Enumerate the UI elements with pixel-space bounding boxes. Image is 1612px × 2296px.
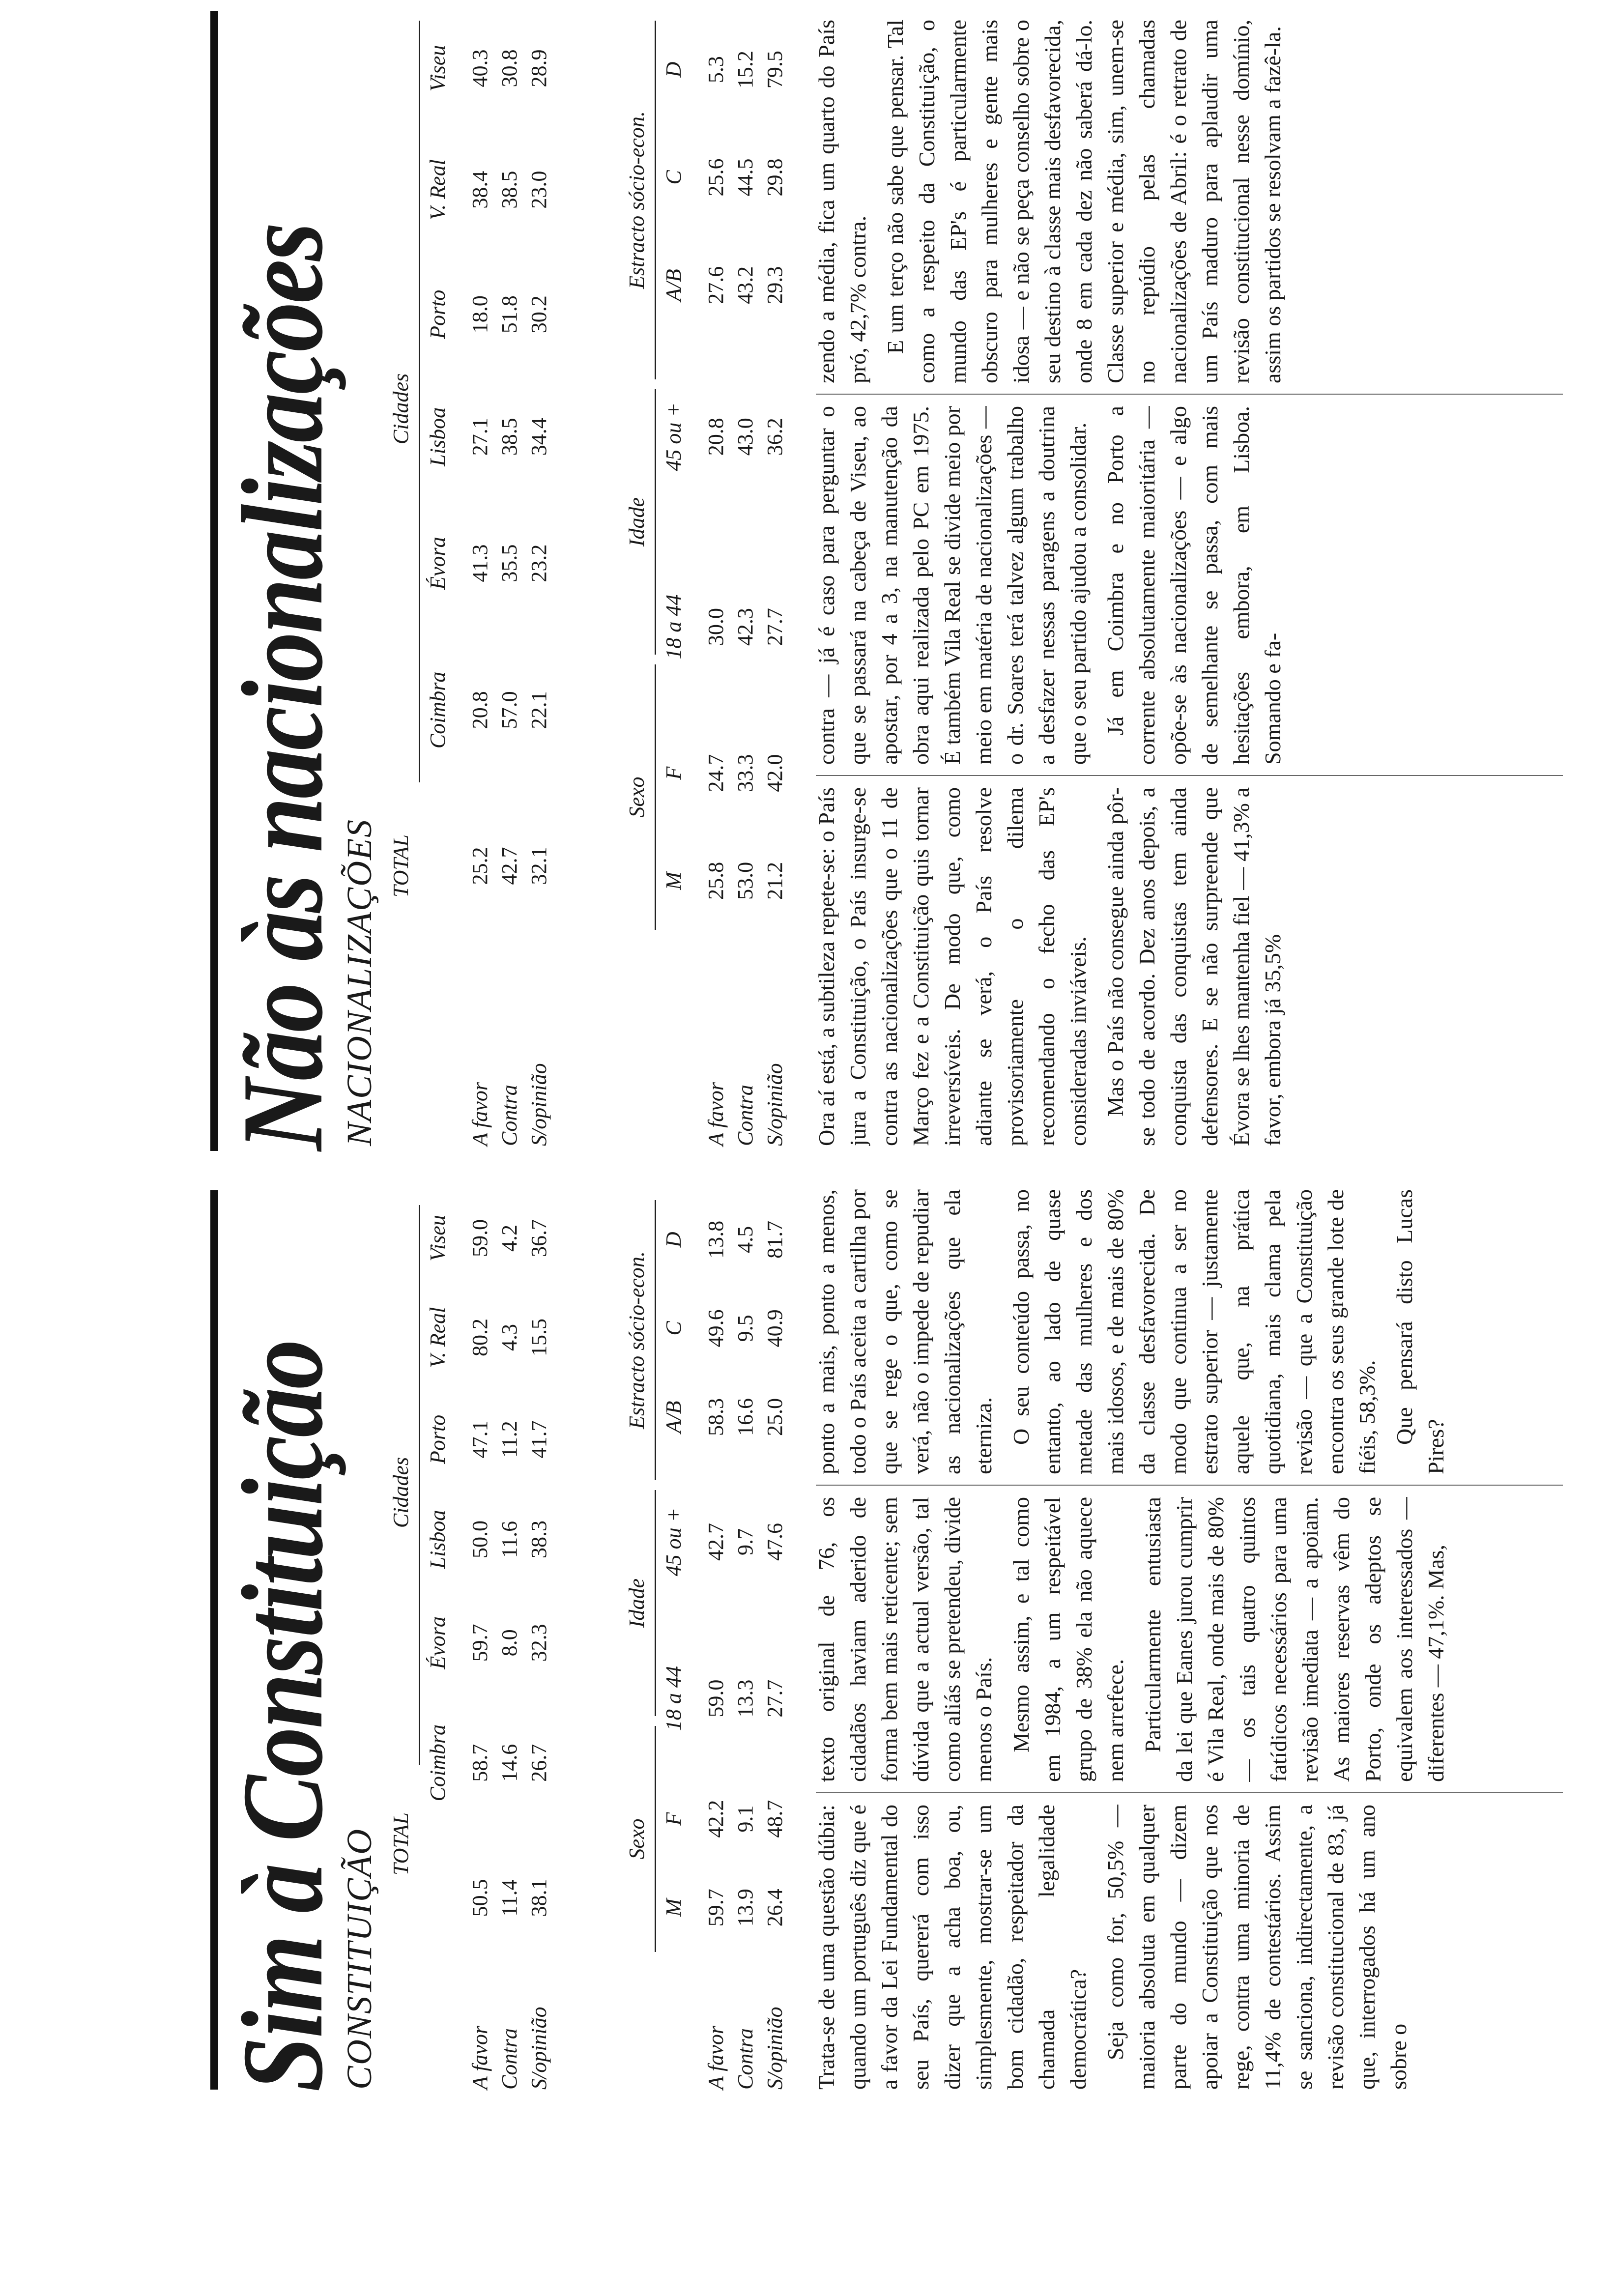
col-lisboa: Lisboa: [425, 407, 450, 466]
row-label: A favor: [467, 2026, 492, 2090]
cidades-rule: [419, 21, 420, 782]
paragraph: Particularmente entusiasta da lei que Eanes jurou cumprir é Vila Real, onde mais de 80% — os tais quatro quintos fatídicos necessários para uma revisão imediata — a apoiam. As maiores reservas vêm do Porto, onde os adeptos se equivalem aos interessados — diferentes — 47,1%. Mas,: [1140, 1497, 1448, 1782]
body-column-1: [811, 787, 1578, 1146]
row-label: Contra: [497, 2028, 521, 2090]
table-row: A favor 59.7 42.2 59.0 42.7 58.3 49.6 13.8: [701, 1195, 730, 2090]
table-row: Contra 11.4 14.6 8.0 11.6 11.2 4.3 4.2: [494, 1195, 524, 2090]
row-label: A favor: [703, 2026, 728, 2090]
article-constituicao: [0, 1151, 1612, 2296]
col-ab: A/B: [661, 269, 686, 302]
paragraph: ponto a mais, ponto a menos, todo o País aceita a cartilha por que se rege o que, como se verá, não o impede de repudiar as nacionalizações que ela eterniza.: [814, 1189, 996, 1474]
row-label: A favor: [467, 1082, 492, 1146]
demographics-table: [659, 16, 789, 1146]
estracto-header: Estracto sócio-econ.: [625, 111, 649, 289]
row-label: S/opinião: [762, 1063, 787, 1146]
section-kicker: CONSTITUIÇÃO: [340, 1828, 379, 2090]
row-label: S/opinião: [526, 2007, 551, 2090]
table-header-row: [659, 16, 688, 1146]
col-porto: Porto: [425, 289, 450, 339]
section-kicker: NACIONALIZAÇÕES: [340, 818, 379, 1146]
row-label: A favor: [703, 1082, 728, 1146]
sexo-header: Sexo: [625, 1818, 649, 1860]
idade-header: Idade: [625, 497, 649, 547]
col-c: C: [661, 1321, 686, 1336]
table-row: S/opinião 21.2 42.0 27.7 36.2 29.3 29.8 79.5: [760, 16, 789, 1146]
estracto-rule: [655, 21, 656, 379]
sexo-rule: [655, 1726, 656, 1952]
paragraph: Seja como for, 50,5% — maioria absoluta em qualquer parte do mundo — dizem apoiar a Constituição que nos rege, contra uma minoria de 11,4% de contestários. Assim se sanciona, indirectamente, a revisão constitucional de 83, já que, interrogados há um ano sobre o: [1103, 1805, 1411, 2090]
col-c: C: [661, 170, 686, 185]
col-d: D: [661, 1232, 686, 1248]
column-rule: [816, 1792, 1563, 1793]
demographics-table: [659, 1195, 789, 2090]
total-header: TOTAL: [389, 1812, 413, 1876]
column-rule: [816, 1485, 1563, 1486]
col-f: F: [661, 766, 686, 780]
col-45oumais: 45 ou +: [661, 402, 686, 471]
paragraph: zendo a média, fica um quarto do País pró, 42,7% contra.: [814, 20, 870, 383]
col-evora: Évora: [425, 1616, 450, 1669]
row-label: Contra: [733, 2028, 757, 2090]
table-row: A favor 25.2 20.8 41.3 27.1 18.0 38.4 40.3: [465, 16, 494, 1146]
cities-table: [423, 16, 553, 1146]
body-column-3: [811, 20, 1578, 383]
body-column-1: [811, 1805, 1578, 2090]
table-row: Contra 53.0 33.3 42.3 43.0 43.2 44.5 15.2: [730, 16, 760, 1146]
cidades-header: Cidades: [389, 373, 413, 445]
table-header-row: [423, 16, 452, 1146]
headline: Sim à Constituição: [219, 1341, 347, 2092]
table-row: Contra 13.9 9.1 13.3 9.7 16.6 9.5 4.5: [730, 1195, 760, 2090]
row-label: S/opinião: [762, 2007, 787, 2090]
col-coimbra: Coimbra: [425, 1724, 450, 1802]
table-row: A favor 50.5 58.7 59.7 50.0 47.1 80.2 59.0: [465, 1195, 494, 2090]
body-column-2: [811, 406, 1578, 765]
col-18a44: 18 a 44: [661, 594, 686, 660]
sexo-rule: [655, 664, 656, 930]
table-header-row: [659, 1195, 688, 2090]
col-f: F: [661, 1812, 686, 1826]
body-column-2: [811, 1497, 1578, 1782]
paragraph: Mas o País não consegue ainda pôr-se todo de acordo. Dez anos depois, a conquista das conquistas tem ainda defensores. E se não surpreende que Évora se lhes mantenha fiel — 41,3% a favor, embora já 35,5%: [1103, 787, 1285, 1146]
cidades-rule: [419, 1205, 420, 1765]
col-evora: Évora: [425, 537, 450, 590]
paragraph: Ora aí está, a subtileza repete-se: o País jura a Constituição, o País insurge-se contra as nacionalizações que o 11 de Março fez e a Constituição quis tornar irreversíveis. De modo que, como adiante se verá, o País resolve provisoriamente o dilema recomendando o fecho das EP's consideradas inviáveis.: [814, 787, 1091, 1146]
col-m: M: [661, 872, 686, 890]
row-label: Contra: [497, 1085, 521, 1146]
estracto-rule: [655, 1200, 656, 1480]
body-column-3: [811, 1189, 1578, 1474]
table-row: A favor 25.8 24.7 30.0 20.8 27.6 25.6 5.3: [701, 16, 730, 1146]
col-m: M: [661, 1898, 686, 1917]
table-row: S/opinião 38.1 26.7 32.3 38.3 41.7 15.5 36.7: [524, 1195, 553, 2090]
column-rule: [816, 775, 1563, 776]
row-label: Contra: [733, 1085, 757, 1146]
col-vreal: V. Real: [425, 1307, 450, 1368]
cidades-header: Cidades: [389, 1457, 413, 1528]
paragraph: Que pensará disto Lucas Pires?: [1392, 1189, 1448, 1474]
paragraph: E um terço não sabe que pensar. Tal como a respeito da Constituição, o mundo das EP's é particularmente obscuro para mulheres e gente mais idosa — e não se peça conselho sobre o seu destino à classe mais desfavorecida, onde 8 em cada dez não saberá dá-lo. Classe superior e média, sim, unem-se no repúdio pelas chamadas nacionalizações de Abril: é o retrato de um País maduro para aplaudir uma revisão constitucional nesse domínio, assim os partidos se resolvam a fazê-la.: [883, 20, 1285, 383]
cities-table: [423, 1195, 553, 2090]
col-lisboa: Lisboa: [425, 1510, 450, 1569]
col-ab: A/B: [661, 1401, 686, 1434]
headline-rule: [210, 1190, 218, 2090]
col-d: D: [661, 61, 686, 78]
estracto-header: Estracto sócio-econ.: [625, 1251, 649, 1429]
headline: Não às nacionalizações: [219, 224, 347, 1151]
paragraph: Já em Coimbra e no Porto a corrente absolutamente maioritária — opõe-se às nacionalizações — e algo de semelhante se passa, com mais hesitações embora, em Lisboa. Somando e fa-: [1103, 406, 1285, 765]
paragraph: Trata-se de uma questão dúbia: quando um português diz que é a favor da Lei Fundamental do seu País, quererá com isso dizer que a acha boa, ou, simplesmente, mostrar-se um bom cidadão, respeitador da chamada legalidade democrática?: [814, 1805, 1091, 2090]
idade-rule: [655, 1490, 656, 1716]
table-row: S/opinião 32.1 22.1 23.2 34.4 30.2 23.0 28.9: [524, 16, 553, 1146]
col-viseu: Viseu: [425, 1215, 450, 1262]
paragraph: Mesmo assim, e tal como em 1984, a um respeitável grupo de 38% ela não aquece nem arrefece.: [1008, 1497, 1128, 1782]
total-header: TOTAL: [389, 834, 413, 898]
idade-header: Idade: [625, 1578, 649, 1628]
headline-rule: [210, 11, 218, 1151]
col-viseu: Viseu: [425, 45, 450, 92]
paragraph: texto original de 76, os cidadãos haviam aderido de forma bem mais reticente; sem dúvida que a actual versão, tal como aliás se pretendeu, divide menos o País.: [814, 1497, 996, 1782]
paragraph: contra — já é caso para perguntar o que se passará na cabeça de Viseu, ao apostar, por 4 a 3, na manutenção da obra aqui realizada pelo PC em 1975. É também Vila Real se divide meio por meio em matéria de nacionalizações — o dr. Soares terá talvez algum trabalho a desfazer nessas paragens a doutrina que o seu partido ajudou a consolidar.: [814, 406, 1091, 765]
column-rule: [816, 394, 1563, 395]
col-coimbra: Coimbra: [425, 671, 450, 749]
row-label: S/opinião: [526, 1063, 551, 1146]
table-row: S/opinião 26.4 48.7 27.7 47.6 25.0 40.9 81.7: [760, 1195, 789, 2090]
col-18a44: 18 a 44: [661, 1666, 686, 1731]
paragraph: O seu conteúdo passa, no entanto, ao lado de quase metade das mulheres e dos mais idosos, e de mais de 80% da classe desfavorecida. De modo que continua a ser no estrato superior — justamente aquele que, na prática quotidiana, mais clama pela revisão — que a Constituição encontra os seus grande lote de fiéis, 58,3%.: [1008, 1189, 1380, 1474]
table-row: Contra 42.7 57.0 35.5 38.5 51.8 38.5 30.8: [494, 16, 524, 1146]
col-porto: Porto: [425, 1414, 450, 1464]
col-45oumais: 45 ou +: [661, 1507, 686, 1577]
sexo-header: Sexo: [625, 776, 649, 818]
idade-rule: [655, 389, 656, 655]
table-header-row: [423, 1195, 452, 2090]
col-vreal: V. Real: [425, 159, 450, 221]
